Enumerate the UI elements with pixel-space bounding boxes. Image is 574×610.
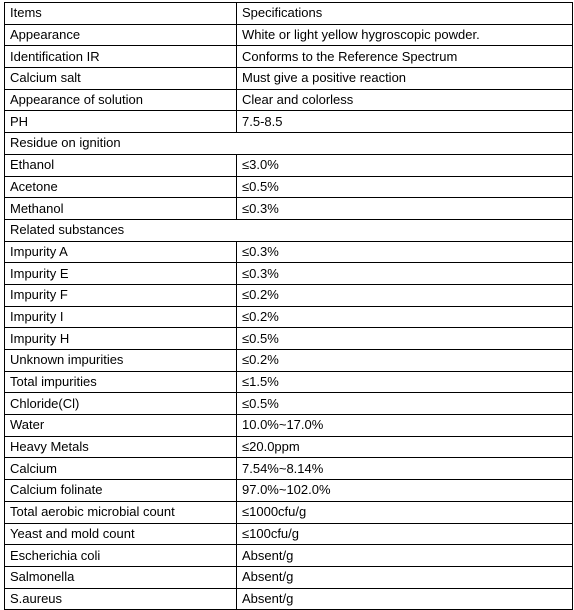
specification-cell: ≤100cfu/g [237,523,573,545]
specification-cell: ≤0.2% [237,306,573,328]
table-row [5,154,573,176]
specification-cell: ≤0.5% [237,176,573,198]
item-cell: Impurity E [5,263,237,285]
item-cell: Impurity A [5,241,237,263]
section-label: Related substances [5,219,573,241]
item-cell: Appearance of solution [5,89,237,111]
specification-cell: 10.0%~17.0% [237,415,573,437]
specification-cell: ≤1000cfu/g [237,501,573,523]
item-cell: Methanol [5,198,237,220]
specification-cell: Absent/g [237,545,573,567]
specification-cell: ≤0.2% [237,350,573,372]
header-items: Items [5,3,237,25]
table-row [5,523,573,545]
item-cell: Calcium folinate [5,480,237,502]
table-row [5,89,573,111]
item-cell: Heavy Metals [5,436,237,458]
table-row [5,24,573,46]
item-cell: PH [5,111,237,133]
item-cell: Total impurities [5,371,237,393]
specification-cell: Must give a positive reaction [237,68,573,90]
table-row [5,371,573,393]
header-specifications: Specifications [237,3,573,25]
item-cell: Escherichia coli [5,545,237,567]
specification-cell: Conforms to the Reference Spectrum [237,46,573,68]
table-row [5,46,573,68]
table-row [5,436,573,458]
item-cell: Total aerobic microbial count [5,501,237,523]
table-row [5,176,573,198]
table-row [5,111,573,133]
item-cell: Impurity I [5,306,237,328]
table-row [5,393,573,415]
item-cell: Impurity F [5,284,237,306]
section-row [5,219,573,241]
specification-cell: ≤0.5% [237,328,573,350]
table-row [5,588,573,610]
table-row [5,566,573,588]
table-row [5,284,573,306]
table-row [5,306,573,328]
table-row [5,415,573,437]
specification-cell: ≤0.5% [237,393,573,415]
specification-cell: ≤0.2% [237,284,573,306]
item-cell: Yeast and mold count [5,523,237,545]
item-cell: Chloride(Cl) [5,393,237,415]
specification-cell: ≤0.3% [237,241,573,263]
section-label: Residue on ignition [5,133,573,155]
table-header-row [5,3,573,25]
specification-cell: ≤0.3% [237,263,573,285]
item-cell: Ethanol [5,154,237,176]
specification-cell: 97.0%~102.0% [237,480,573,502]
specification-cell: ≤3.0% [237,154,573,176]
specification-cell: Absent/g [237,588,573,610]
table-row [5,480,573,502]
item-cell: Water [5,415,237,437]
item-cell: Calcium [5,458,237,480]
specifications-table [4,2,573,610]
specification-cell: ≤20.0ppm [237,436,573,458]
specification-cell: 7.5-8.5 [237,111,573,133]
item-cell: Appearance [5,24,237,46]
specification-cell: Absent/g [237,566,573,588]
specification-cell: 7.54%~8.14% [237,458,573,480]
table-row [5,241,573,263]
item-cell: Unknown impurities [5,350,237,372]
table-row [5,263,573,285]
table-row [5,68,573,90]
table-row [5,545,573,567]
item-cell: Identification IR [5,46,237,68]
table-row [5,501,573,523]
item-cell: Acetone [5,176,237,198]
section-row [5,133,573,155]
item-cell: Salmonella [5,566,237,588]
item-cell: Impurity H [5,328,237,350]
specifications-table-body [5,3,573,610]
item-cell: Calcium salt [5,68,237,90]
table-row [5,198,573,220]
table-row [5,458,573,480]
specification-cell: Clear and colorless [237,89,573,111]
specification-cell: ≤1.5% [237,371,573,393]
specification-cell: ≤0.3% [237,198,573,220]
item-cell: S.aureus [5,588,237,610]
table-row [5,328,573,350]
specification-cell: White or light yellow hygroscopic powder. [237,24,573,46]
table-row [5,350,573,372]
